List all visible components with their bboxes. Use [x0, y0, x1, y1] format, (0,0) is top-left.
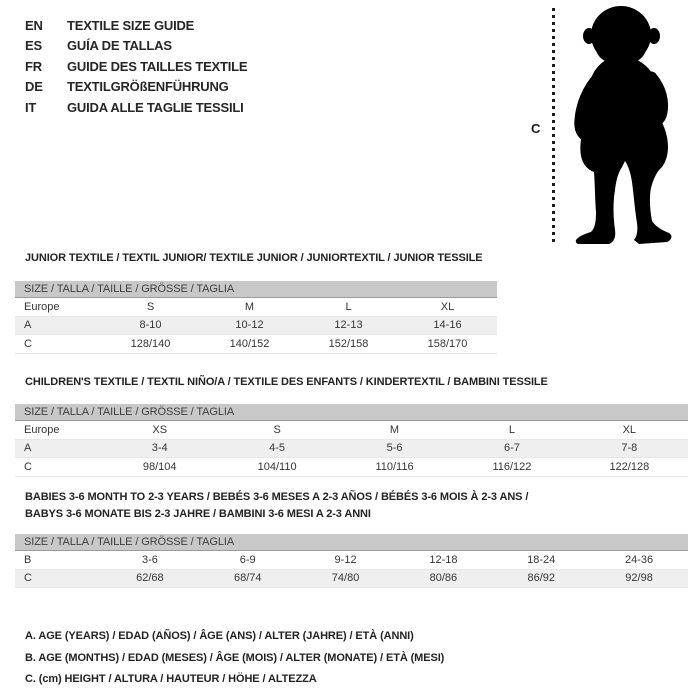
height-measure-dashed-line	[552, 8, 555, 242]
size-cell: 14-16	[433, 319, 462, 332]
size-cell: 9-12	[334, 553, 357, 566]
size-cell: 98/104	[142, 460, 177, 473]
legend-line-a: A. AGE (YEARS) / EDAD (AÑOS) / ÂGE (ANS) / ALTER (JAHRE) / ETÀ (ANNI)	[25, 630, 414, 642]
table-row	[15, 551, 688, 570]
legend-line-c: C. (cm) HEIGHT / ALTURA / HAUTEUR / HÖHE / ALTEZZA	[25, 673, 317, 685]
legend	[25, 626, 444, 691]
size-cell: 62/68	[136, 572, 164, 585]
size-cell: 7-8	[621, 442, 638, 455]
size-cell: 18-24	[527, 553, 556, 566]
language-list	[25, 15, 247, 118]
size-table-children	[15, 404, 688, 477]
language-row	[25, 77, 247, 98]
size-cell: 152/158	[328, 337, 369, 350]
language-code: ES	[25, 38, 42, 54]
language-title: TEXTILE SIZE GUIDE	[67, 17, 195, 33]
size-cell: 10-12	[235, 319, 264, 332]
size-cell: 24-36	[624, 553, 654, 566]
size-cell: 6-7	[503, 442, 520, 455]
size-cell: 80/86	[429, 572, 458, 585]
section-title-line-2: BABYS 3-6 MONATE BIS 2-3 JAHRE / BAMBINI 3-6 MESI A 2-3 ANNI	[25, 508, 371, 520]
size-cell: 74/80	[331, 572, 360, 585]
row-label: B	[24, 553, 32, 566]
language-code: EN	[25, 17, 43, 33]
size-cell: L	[345, 300, 352, 313]
table-row	[15, 317, 497, 336]
size-cell: 110/116	[375, 460, 414, 473]
size-table-rows	[15, 298, 497, 354]
size-cell: M	[244, 300, 255, 313]
table-row	[15, 298, 497, 317]
size-cell: S	[146, 300, 155, 313]
size-cell: 68/74	[233, 572, 262, 585]
size-table-header: SIZE / TALLA / TAILLE / GRÖSSE / TAGLIA	[15, 281, 497, 298]
row-label: C	[24, 572, 32, 585]
size-cell: 6-9	[239, 553, 256, 566]
size-cell: 116/122	[492, 460, 532, 473]
section-title-line-1: BABIES 3-6 MONTH TO 2-3 YEARS / BEBÉS 3-6 MESES A 2-3 AÑOS / BÉBÉS 3-6 MOIS À 2-3 ANS /	[25, 491, 529, 503]
language-row	[25, 15, 247, 36]
size-cell: 12-18	[429, 553, 458, 566]
row-label: C	[24, 337, 32, 350]
size-cell: S	[273, 423, 281, 436]
table-row	[15, 570, 688, 589]
table-row	[15, 335, 497, 354]
size-cell: 4-5	[269, 442, 286, 455]
language-title: GUIDA ALLE TAGLIE TESSILI	[67, 99, 244, 115]
table-row	[15, 458, 688, 477]
row-label: A	[24, 442, 32, 455]
size-cell: 92/98	[625, 572, 653, 585]
size-table-header: SIZE / TALLA / TAILLE / GRÖSSE / TAGLIA	[15, 404, 688, 421]
size-table-babies	[15, 534, 688, 588]
table-row	[15, 421, 688, 440]
size-cell: 3-6	[141, 553, 158, 566]
height-measure-label: C	[531, 121, 541, 136]
size-cell: 8-10	[139, 319, 162, 332]
size-cell: 104/110	[257, 460, 297, 473]
row-label: Europe	[24, 300, 60, 313]
size-cell: 5-6	[386, 442, 403, 455]
section-title: JUNIOR TEXTILE / TEXTIL JUNIOR/ TEXTILE JUNIOR / JUNIORTEXTIL / JUNIOR TESSILE	[25, 252, 483, 264]
section-title: CHILDREN'S TEXTILE / TEXTIL NIÑO/A / TEXTILE DES ENFANTS / KINDERTEXTIL / BAMBINI TESSILE	[25, 376, 548, 388]
row-label: C	[24, 460, 32, 473]
language-code: DE	[25, 79, 43, 95]
section-junior-textile	[15, 250, 700, 354]
size-cell: L	[508, 423, 515, 436]
language-title: GUÍA DE TALLAS	[67, 38, 172, 54]
language-title: TEXTILGRÖßENFÜHRUNG	[67, 79, 229, 95]
language-code: IT	[25, 99, 37, 115]
size-cell: XL	[622, 423, 637, 436]
row-label: Europe	[24, 423, 60, 436]
language-row	[25, 97, 247, 118]
size-cell: 86/92	[527, 572, 555, 585]
language-title: GUIDE DES TAILLES TEXTILE	[67, 58, 248, 74]
section-childrens-textile	[15, 374, 700, 477]
size-cell: 128/140	[130, 337, 171, 350]
size-cell: 3-4	[151, 442, 168, 455]
size-table-junior	[15, 281, 497, 354]
size-table-rows	[15, 421, 688, 477]
size-cell: XS	[152, 423, 168, 436]
size-cell: 12-13	[334, 319, 363, 332]
legend-line-b: B. AGE (MONTHS) / EDAD (MESES) / ÂGE (MOIS) / ALTER (MONATE) / ETÀ (MESI)	[25, 651, 445, 664]
size-cell: 140/152	[229, 337, 270, 350]
size-cell: XL	[440, 300, 455, 313]
language-row	[25, 36, 247, 57]
size-table-header: SIZE / TALLA / TAILLE / GRÖSSE / TAGLIA	[15, 534, 688, 551]
size-table-rows	[15, 551, 688, 588]
table-row	[15, 440, 688, 459]
size-cell: 158/170	[427, 337, 468, 350]
row-label: A	[24, 319, 32, 332]
baby-silhouette-icon	[558, 4, 694, 244]
language-row	[25, 56, 247, 77]
size-cell: M	[389, 423, 400, 436]
language-code: FR	[25, 58, 42, 74]
size-cell: 122/128	[609, 460, 650, 473]
section-babies-textile	[15, 489, 700, 588]
